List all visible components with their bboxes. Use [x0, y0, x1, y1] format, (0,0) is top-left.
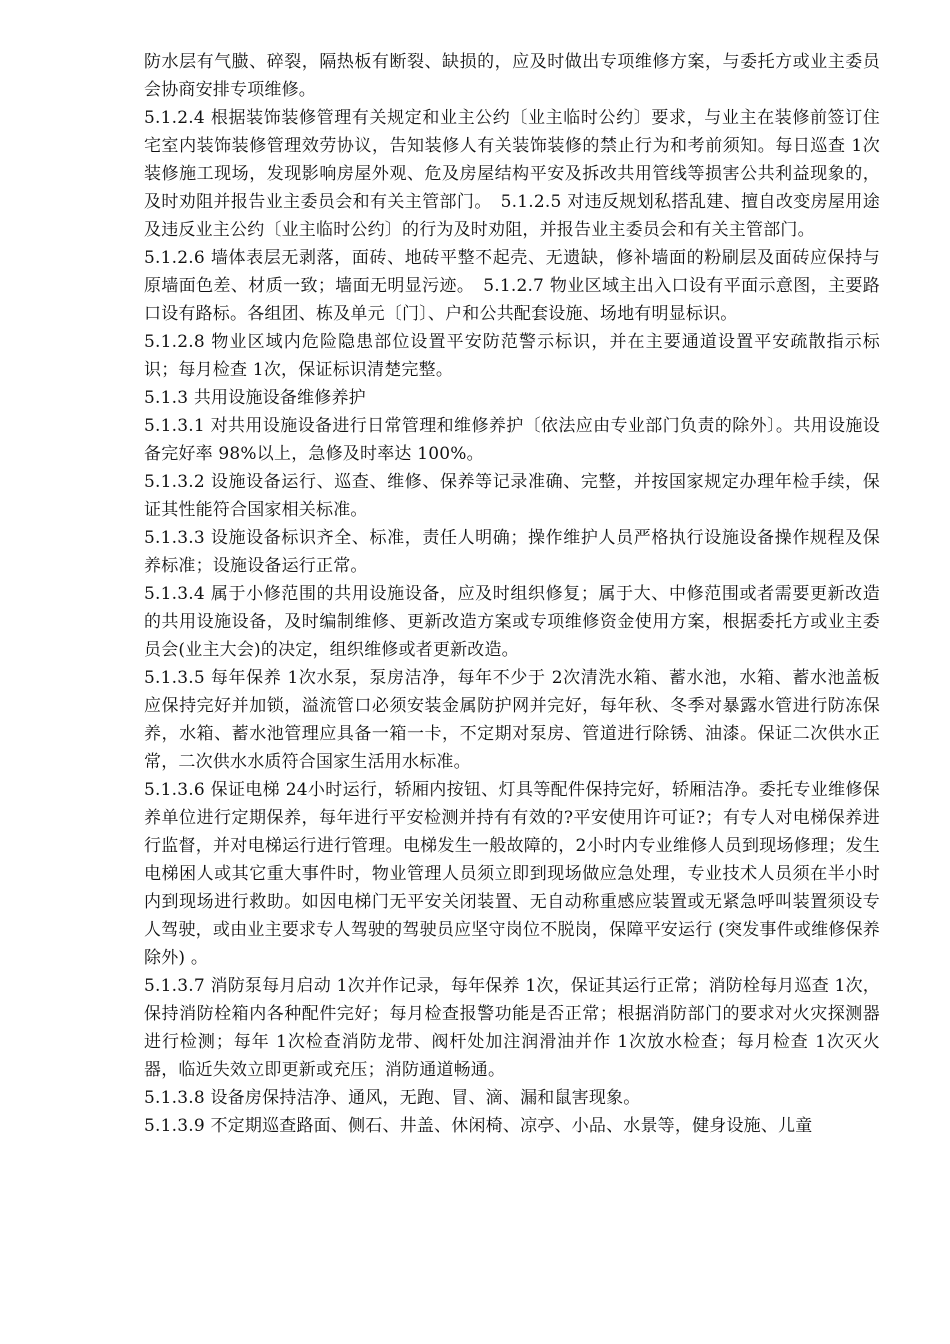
- paragraph-5-1-3-7: 5.1.3.7 消防泵每月启动 1次并作记录，每年保养 1次，保证其运行正常；消防栓每月巡查 1次，保持消防栓箱内各种配件完好；每月检查报警功能是否正常；根据消防部门的要求对火灾探测器进行检测；每年 1次检查消防龙带、阀杆处加注润滑油并作 1次放水检查；每月检查 1次灭火器，临近失效立即更新或充压；消防通道畅通。: [144, 976, 880, 1080]
- paragraph-5-1-2-4: 5.1.2.4 根据装饰装修管理有关规定和业主公约〔业主临时公约〕要求，与业主在装修前签订住宅室内装饰装修管理效劳协议，告知装修人有关装饰装修的禁止行为和考前须知。每日巡查 1次装修施工现场，发现影响房屋外观、危及房屋结构平安及拆改共用管线等损害公共利益现象的，及时劝阻并报告业主委员会和有关主管部门。 5.1.2.5 对违反规划私搭乱建、擅自改变房屋用途及违反业主公约〔业主临时公约〕的行为及时劝阻，并报告业主委员会和有关主管部门。: [144, 108, 880, 240]
- document-body: [144, 48, 880, 1140]
- paragraph-5-1-3-3: 5.1.3.3 设施设备标识齐全、标准，责任人明确；操作维护人员严格执行设施设备操作规程及保养标准；设施设备运行正常。: [144, 528, 880, 576]
- paragraph-5-1-3-8: 5.1.3.8 设备房保持洁净、通风，无跑、冒、滴、漏和鼠害现象。: [144, 1088, 641, 1108]
- paragraph-5-1-3-6: 5.1.3.6 保证电梯 24小时运行，轿厢内按钮、灯具等配件保持完好，轿厢洁净。委托专业维修保养单位进行定期保养，每年进行平安检测并持有有效的?平安使用许可证?；有专人对电梯保养进行监督，并对电梯运行进行管理。电梯发生一般故障的，2小时内专业维修人员到现场修理；发生电梯困人或其它重大事件时，物业管理人员须立即到现场做应急处理，专业技术人员须在半小时内到现场进行救助。如因电梯门无平安关闭装置、无自动称重感应装置或无紧急呼叫装置须设专人驾驶，或由业主要求专人驾驶的驾驶员应坚守岗位不脱岗，保障平安运行 (突发事件或维修保养除外) 。: [144, 780, 880, 968]
- paragraph-5-1-3-4: 5.1.3.4 属于小修范围的共用设施设备，应及时组织修复；属于大、中修范围或者需要更新改造的共用设施设备，及时编制维修、更新改造方案或专项维修资金使用方案，根据委托方或业主委员会(业主大会)的决定，组织维修或者更新改造。: [144, 584, 880, 660]
- section-heading-5-1-3: 5.1.3 共用设施设备维修养护: [144, 388, 366, 408]
- paragraph-5-1-3-9: 5.1.3.9 不定期巡查路面、侧石、井盖、休闲椅、凉亭、小品、水景等，健身设施、儿童: [144, 1116, 813, 1136]
- paragraph-5-1-2-6: 5.1.2.6 墙体表层无剥落，面砖、地砖平整不起壳、无遗缺，修补墙面的粉刷层及面砖应保持与原墙面色差、材质一致；墙面无明显污迹。 5.1.2.7 物业区域主出入口设有平面示意图，主要路口设有路标。各组团、栋及单元〔门〕、户和公共配套设施、场地有明显标识。: [144, 248, 880, 324]
- paragraph-5-1-3-1: 5.1.3.1 对共用设施设备进行日常管理和维修养护〔依法应由专业部门负责的除外〕。共用设施设备完好率 98%以上，急修及时率达 100%。: [144, 416, 880, 464]
- paragraph-5-1-3-5: 5.1.3.5 每年保养 1次水泵，泵房洁净，每年不少于 2次清洗水箱、蓄水池，水箱、蓄水池盖板应保持完好并加锁，溢流管口必须安装金属防护网并完好，每年秋、冬季对暴露水管进行防冻保养，水箱、蓄水池管理应具备一箱一卡，不定期对泵房、管道进行除锈、油漆。保证二次供水正常，二次供水水质符合国家生活用水标准。: [144, 668, 880, 772]
- paragraph-5-1-3-2: 5.1.3.2 设施设备运行、巡查、维修、保养等记录准确、完整，并按国家规定办理年检手续，保证其性能符合国家相关标准。: [144, 472, 880, 520]
- paragraph-5-1-2-8: 5.1.2.8 物业区域内危险隐患部位设置平安防范警示标识，并在主要通道设置平安疏散指示标识；每月检查 1次，保证标识清楚完整。: [144, 332, 880, 380]
- paragraph-continuation: 防水层有气臌、碎裂，隔热板有断裂、缺损的，应及时做出专项维修方案，与委托方或业主委员会协商安排专项维修。: [144, 52, 880, 100]
